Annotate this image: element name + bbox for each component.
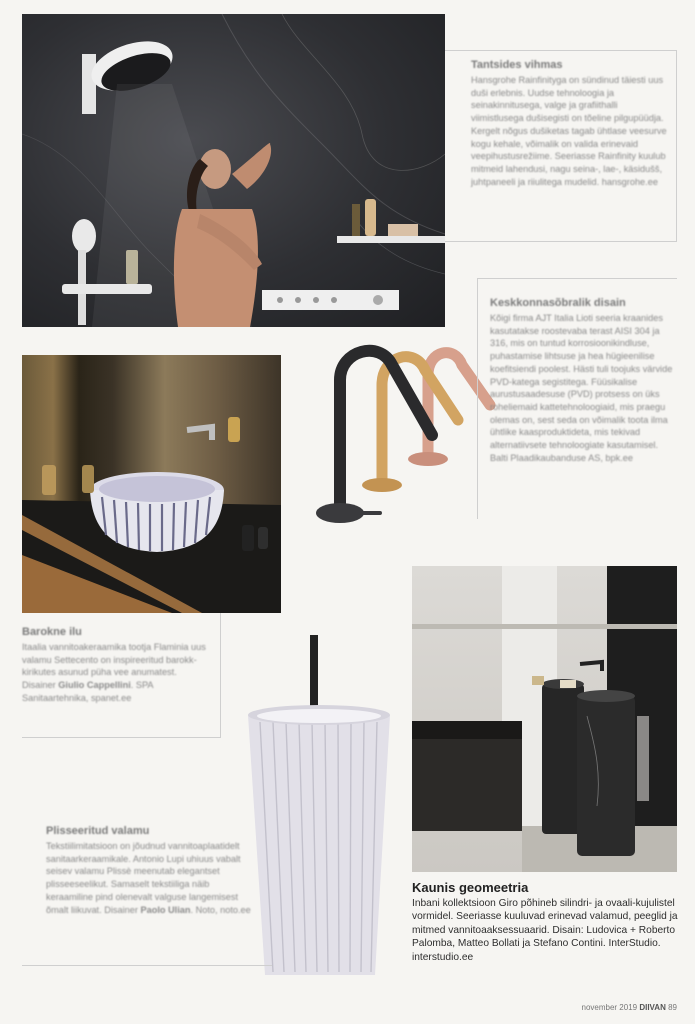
article-body: Itaalia vannitoakeraamika tootja Flaminia uus valamu Settecento on inspireeritud barokk-kirikutes asunud püha vee anumatest. Disainer Giulio Cappellini. SPA Sanitaartehnika, spanet.ee xyxy=(22,642,206,703)
article-body: Tekstiilimitatsioon on jõudnud vannitoaplaatidelt sanitaarkeraamikale. Antonio Lupi uhiuus vabalt seisev valamu Plissè meenutab elegantset plisseeseelikut. Samaselt tekstiiliga näib keraamiline pind olenevalt valguse langemisest õmalt liikuvat. Disainer Paolo Ulian. Noto, noto.ee xyxy=(46,841,251,915)
page-footer xyxy=(582,1003,678,1012)
shower-photo xyxy=(22,14,445,327)
article-tantsides-vihmas xyxy=(471,58,667,188)
geometry-photo xyxy=(412,566,677,872)
article-barokne-ilu xyxy=(22,625,210,705)
article-body: Hansgrohe Rainfinityga on sündinud täiesti uus duši erlebnis. Uudse tehnoloogia ja seinakinnitusega, valge ja grafiithalli viimistlusega dušisegisti on tõeline pilgupüüdja. Kergelt nõgus dušiketas tagab ühtlase veesurve kogu kehale, võimalik on valida erinevaid veepihustusrežiime. Seeriasse Rainfinity kuulub mitmeid lahendusi, nagu seina-, lae-, käsidušš, juhtpaneeli ja riiulitega mudelid. hansgrohe.ee xyxy=(471,75,667,187)
article-title: Kaunis geomeetria xyxy=(412,880,529,895)
basin-photo xyxy=(22,355,281,613)
article-plisseeritud-valamu xyxy=(46,824,251,916)
article-keskkonnasobralik-disain xyxy=(490,296,673,464)
footer-page-number: 89 xyxy=(668,1003,677,1012)
article-body: Kõigi firma AJT Italia Lioti seeria kraanides kasutatakse roostevaba terast AISI 304 ja 316, mis on tuntud korrosioonikindluse, puhastamise lihtsuse ja hea hügieenilise koefitsiendi poolest. Hästi tuli toojuks värvide PVD-katega segistitega. Füüsikalise aurustusaadesuse (PVD) protsess on üks roheliemaid kattetehnoloogiaid, mis praegu olemas on, sest seda on võimalik toota ilma ühtlike kaasproduktideta, mis tekivad alternatiivsete tehnoloogiate kasutamisel. Balti Plaadikaubanduse AS, bpk.ee xyxy=(490,313,673,463)
article-kaunis-geomeetria xyxy=(412,880,680,964)
article-title: Tantsides vihmas xyxy=(471,59,563,71)
shower-illustration xyxy=(22,14,445,327)
footer-brand: DIIVAN xyxy=(639,1003,666,1012)
basin-illustration xyxy=(22,355,281,613)
footer-date: november 2019 xyxy=(581,1003,638,1012)
article-body: Inbani kollektsioon Giro põhineb silindri- ja ovaali-kujulistel vormidel. Seeriasse kuuluvad erinevad valamud, peeglid ja mitmed vannitoaaksessuaarid. Disain: Ludovica + Roberto Palomba, Matteo Bollati ja Stefano Contini. InterStudio. interstudio.ee xyxy=(412,898,678,963)
article-title: Barokne ilu xyxy=(22,626,82,638)
article-title: Keskkonnasõbralik disain xyxy=(490,297,626,309)
geometry-illustration xyxy=(412,566,677,872)
article-title: Plisseeritud valamu xyxy=(46,825,150,837)
